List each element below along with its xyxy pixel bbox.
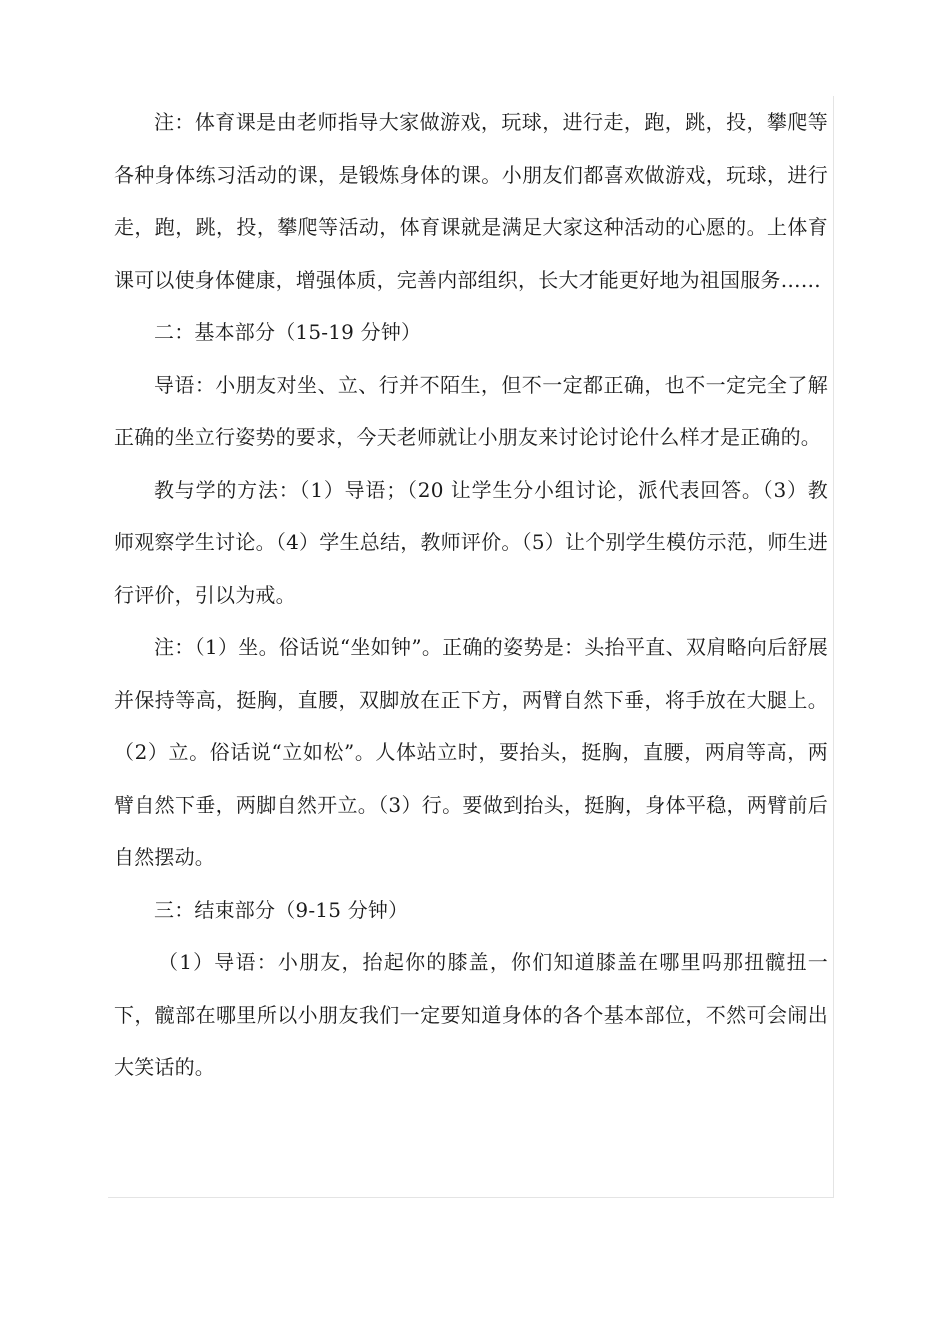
note-intro-paragraph: 注：体育课是由老师指导大家做游戏，玩球，进行走，跑，跳，投，攀爬等各种身体练习活动的课，是锻炼身体的课。小朋友们都喜欢做游戏，玩球，进行走，跑，跳，投，攀爬等活动，体育课就是满足大家这种活动的心愿的。上体育课可以使身体健康，增强体质，完善内部组织，长大才能更好地为祖国服务…… xyxy=(114,110,828,292)
section-2-heading: 二：基本部分（15-19 分钟） xyxy=(154,320,422,344)
section-3-heading: 三：结束部分（9-15 分钟） xyxy=(154,897,409,922)
posture-note-paragraph: 注：（1）坐。俗话说“坐如钟”。正确的姿势是：头抬平直、双肩略向后舒展并保持等高，挺胸，直腰，双脚放在正下方，两臂自然下垂，将手放在大腿上。（2）立。俗话说“立如松”。人体站立时，要抬头，挺胸，直腰，两肩等高，两臂自然下垂，两脚自然开立。（3）行。要做到抬头，挺胸，身体平稳，两臂前后自然摆动。 xyxy=(114,635,828,869)
teaching-methods-paragraph: 教与学的方法：（1）导语；（20 让学生分小组讨论，派代表回答。（3）教师观察学生讨论。（4）学生总结，教师评价。（5）让个别学生模仿示范，师生进行评价，引以为戒。 xyxy=(114,477,828,607)
document-body xyxy=(114,96,828,1094)
section-2-intro-paragraph: 导语：小朋友对坐、立、行并不陌生，但不一定都正确，也不一定完全了解正确的坐立行姿势的要求，今天老师就让小朋友来讨论讨论什么样才是正确的。 xyxy=(114,372,828,449)
closing-intro-paragraph: （1）导语：小朋友，抬起你的膝盖，你们知道膝盖在哪里吗那扭髋扭一下，髋部在哪里所以小朋友我们一定要知道身体的各个基本部位，不然可会闹出大笑话的。 xyxy=(114,950,828,1079)
